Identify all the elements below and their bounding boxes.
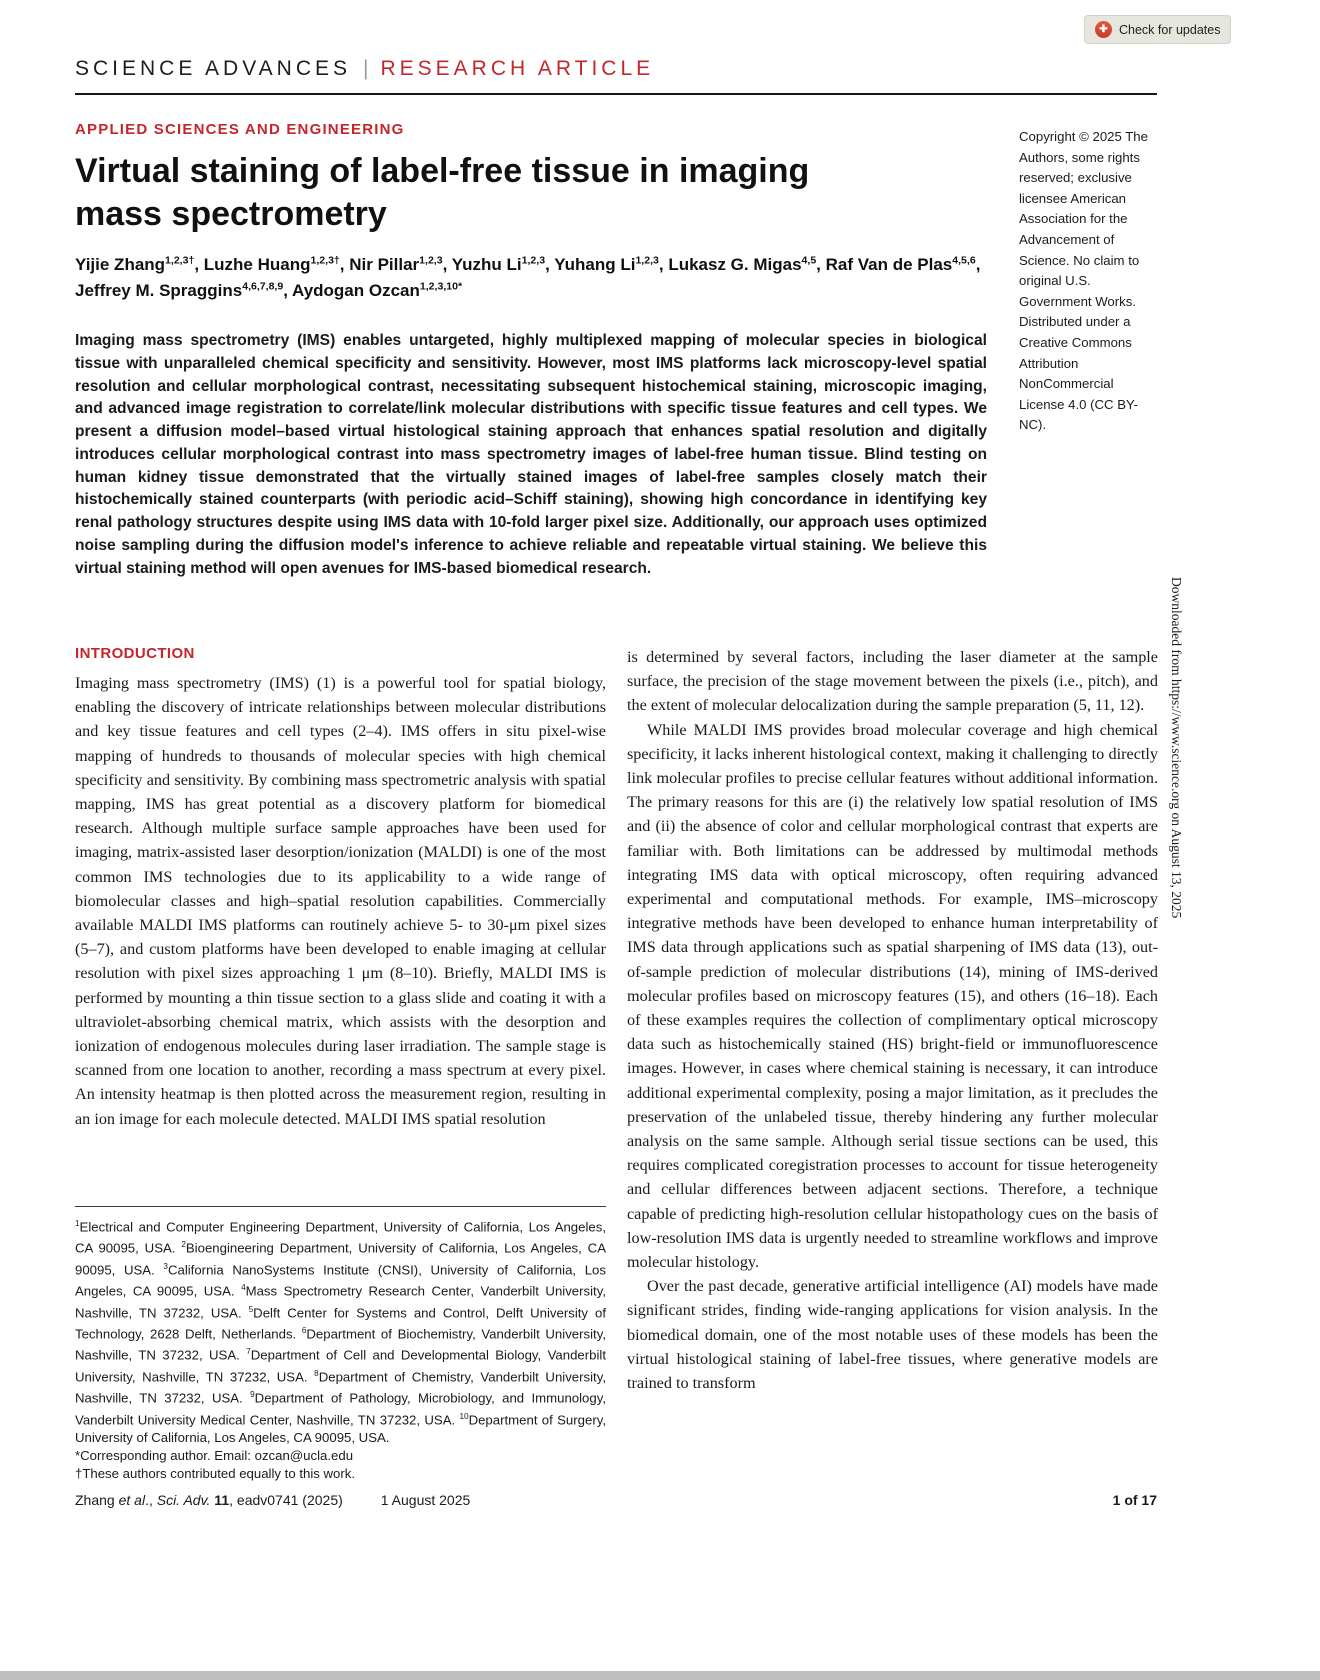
journal-name: SCIENCE ADVANCES [75,57,351,80]
equal-contribution-note: †These authors contributed equally to this work. [75,1465,356,1481]
category-label: APPLIED SCIENCES AND ENGINEERING [75,121,405,138]
crossmark-icon: ✚ [1095,21,1112,38]
copyright-notice: Copyright © 2025 The Authors, some rights reserved; exclusive licensee American Association for the Advancement of Science. No claim to original U.S. Government Works. Distributed under a Creative Commons Attribution NonCommercial License 4.0 (CC BY-NC). [1019,129,1148,433]
citation-part: Sci. Adv. [156,1492,211,1508]
footer-citation [75,1492,343,1508]
author-list: Yijie Zhang$^{1,2,3\dagger}$, Luzhe Huang$^{1,2,3\dagger}$, Nir Pillar$^{1,2,3}$, Yuzhu Li$^{1,2,3}$, Yuhang Li$^{1,2,3}$, Lukasz G. Migas$^{4,5}$, Raf Van de Plas$^{4,5,6}$, Jeffrey M. Spraggins$^{4,6,7,8,9}$, Aydogan Ozcan$^{1,2,3,10*}$ [75,254,981,301]
intro-right-paragraphs [627,645,1158,1395]
check-for-updates-label: Check for updates [1119,22,1221,37]
email-link[interactable]: ozcan@ucla.edu [254,1447,354,1463]
citation-part: ., [145,1492,157,1508]
corresponding-author-note [75,1447,606,1465]
intro-right-column [627,645,1158,1477]
page-footer [75,1492,1157,1508]
citation-part: Zhang [75,1492,119,1508]
citation-part: 11 [210,1492,230,1508]
article-type-label: RESEARCH ARTICLE [380,57,655,80]
check-for-updates-button[interactable] [1084,15,1231,44]
citation-part: , eadv0741 (2025) [229,1492,343,1508]
body-paragraph: While MALDI IMS provides broad molecular coverage and high chemical specificity, it lacks inherent histological context, making it challenging to directly link molecular profiles to precise cellular features without additional information. The primary reasons for this are (i) the relatively low spatial resolution of IMS and (ii) the absence of color and cellular morphological contrast that experts are familiar with. Both limitations can be addressed by multimodal methods integrating IMS data with optical microscopy, often requiring advanced experimental and computational methods. For example, IMS–microscopy integrative methods have been developed to enhance human interpretability of IMS data through applications such as spatial sharpening of IMS data (13), out-of-sample prediction of molecular distributions (14), mining of IMS-derived molecular profiles based on microscopy features (15), and others (16–18). Each of these examples requires the collection of complimentary optical microscopy data such as histochemically stained (HS) bright-field or immunofluorescence images. However, in cases where chemical staining is necessary, it can introduce additional experimental complexity, posing a major limitation, as it precludes the preservation of the unlabeled tissue, thereby hindering any further molecular analysis on the same sample. Although serial tissue sections can be used, this requires complicated coregistration processes to account for tissue heterogeneity and cellular differences between adjacent sections. Therefore, a technique capable of predicting high-resolution cellular histopathology cues on the basis of low-resolution IMS data is urgently needed to streamline workflows and improve molecular histology. [627,720,1158,1272]
intro-left-column [75,645,606,1201]
masthead-separator: | [363,57,369,80]
page-edge-divider [0,1671,1320,1680]
intro-left-paragraphs [75,671,606,1131]
affiliations-note: $^1$Electrical and Computer Engineering Department, University of California, Los Angeles, CA 90095, USA. $^2$Bioengineering Department, University of California, Los Angeles, CA 90095, USA. $^3$California NanoSystems Institute (CNSI), University of California, Los Angeles, CA 90095, USA. $^4$Mass Spectrometry Research Center, Vanderbilt University, Nashville, TN 37232, USA. $^5$Delft Center for Systems and Control, Delft University of Technology, 2628 Delft, Netherlands. $^6$Department of Biochemistry, Vanderbilt University, Nashville, TN 37232, USA. $^7$Department of Cell and Developmental Biology, Vanderbilt University, Nashville, TN 37232, USA. $^8$Department of Chemistry, Vanderbilt University, Nashville, TN 37232, USA. $^9$Department of Pathology, Microbiology, and Immunology, Vanderbilt University Medical Center, Nashville, TN 37232, USA. $^{10}$Department of Surgery, University of California, Los Angeles, CA 90095, USA. [75,1219,606,1445]
citation-part: et al [118,1492,146,1508]
corresponding-prefix: *Corresponding author. Email: [75,1447,255,1463]
article-title: Virtual staining of label-free tissue in imaging mass spectrometry [75,152,810,233]
download-watermark: Downloaded from https://www.science.org on August 13, 2025 [1169,577,1184,919]
masthead [75,57,1157,95]
footer-date: 1 August 2025 [380,1492,471,1508]
footnotes-block [75,1206,606,1483]
body-paragraph: Over the past decade, generative artificial intelligence (AI) models have made significant strides, finding wide-ranging applications for vision analysis. In the biomedical domain, one of the most notable uses of these models has been the virtual histological staining of label-free tissues, where generative models are trained to transform [627,1277,1158,1393]
abstract-text: Imaging mass spectrometry (IMS) enables untargeted, highly multiplexed mapping of molecular species in biological tissue with unparalleled chemical specificity and sensitivity. However, most IMS platforms lack microscopy-level spatial resolution and cellular morphological contrast, necessitating subsequent histochemical staining, microscopic imaging, and advanced image registration to correlate/link molecular distributions with specific tissue features and cell types. We present a diffusion model–based virtual histological staining approach that enhances spatial resolution and digitally introduces cellular morphological contrast into mass spectrometry images of label-free human tissue. Blind testing on human kidney tissue demonstrated that the virtually stained images of label-free samples closely match their histochemically stained counterparts (with periodic acid–Schiff staining), showing high concordance in identifying key renal pathology structures despite using IMS data with 10-fold larger pixel size. Additionally, our approach uses optimized noise sampling during the diffusion model's inference to achieve reliable and repeatable virtual staining. We believe this virtual staining method will open avenues for IMS-based biomedical research. [75,332,987,577]
page-number: 1 of 17 [1112,1492,1157,1508]
body-paragraph: Imaging mass spectrometry (IMS) (1) is a powerful tool for spatial biology, enabling the discovery of intricate relationships between molecular distributions and key tissue features and cell types (2–4). IMS offers in situ pixel-wise mapping of hundreds to thousands of molecular species with high chemical specificity and sensitivity. By combining mass spectrometric analysis with spatial mapping, IMS has great potential as a discovery platform for biomedical research. Although multiple surface sample approaches have been used for imaging, matrix-assisted laser desorption/ionization (MALDI) is one of the most common IMS technologies due to its applicability to a wide range of biomolecular classes and high–spatial resolution capabilities. Commercially available MALDI IMS platforms can routinely achieve 5- to 30-μm pixel sizes (5–7), and custom platforms have been developed to enable imaging at cellular resolution with pixel sizes approaching 1 μm (8–10). Briefly, MALDI IMS is performed by mounting a thin tissue section to a glass slide and coating it with a ultraviolet-absorbing chemical matrix, which assists with the desorption and ionization of endogenous molecules during laser irradiation. The sample stage is scanned from one location to another, recording a mass spectrum at every pixel. An intensity heatmap is then plotted across the measurement region, resulting in an ion image for each molecule detected. MALDI IMS spatial resolution [75,674,606,1128]
body-paragraph: is determined by several factors, including the laser diameter at the sample surface, the precision of the stage movement between the pixels (i.e., pitch), and the extent of molecular delocalization during the sample preparation (5, 11, 12). [627,648,1158,715]
introduction-heading: INTRODUCTION [75,645,195,662]
